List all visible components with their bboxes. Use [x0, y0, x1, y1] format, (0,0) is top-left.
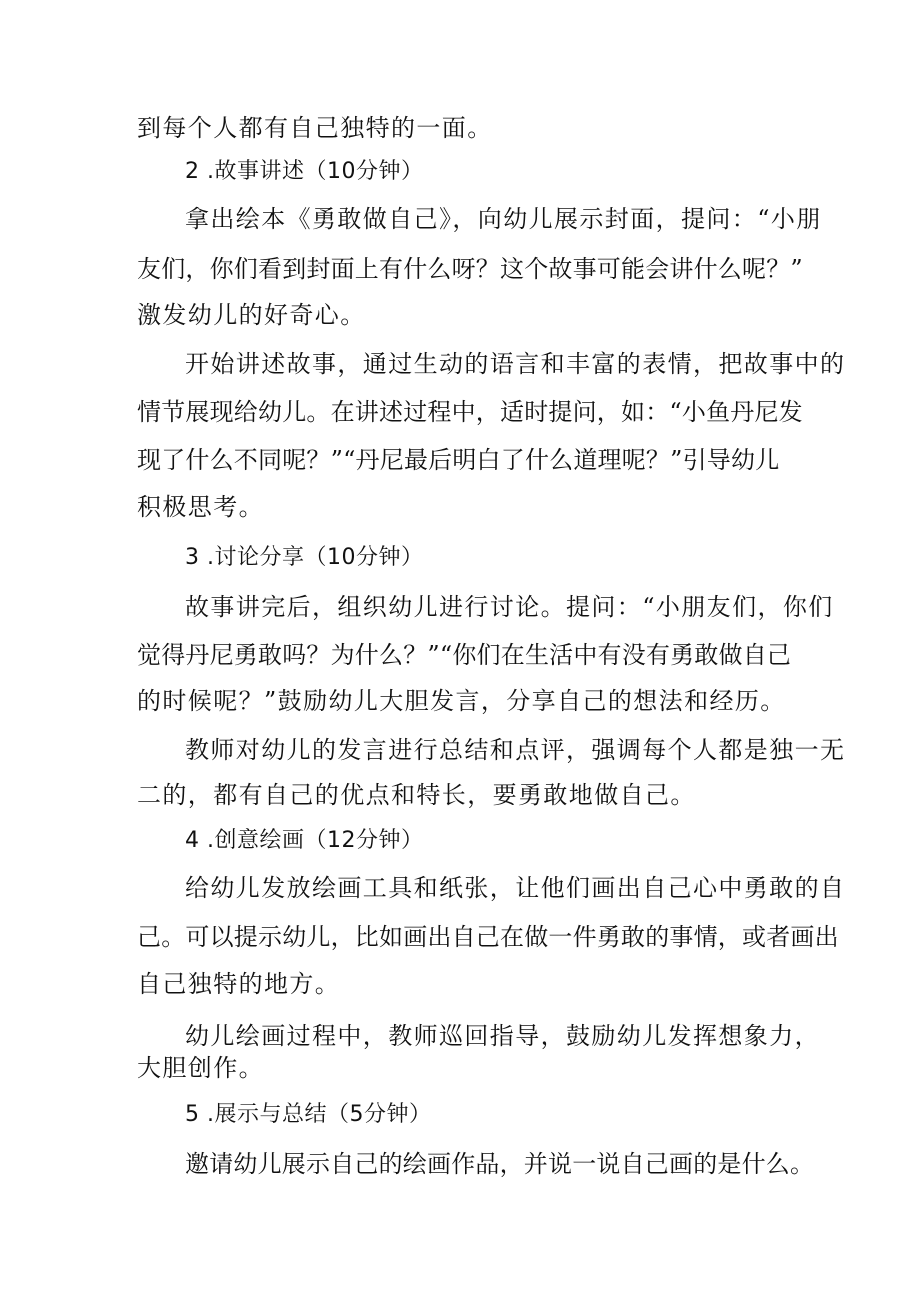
- paragraph-line: 情节展现给幼儿。在讲述过程中，适时提问，如：“小鱼丹尼发: [137, 398, 803, 426]
- section-heading-4: 4 .创意绘画（12分钟）: [185, 828, 424, 853]
- paragraph-line: 故事讲完后，组织幼儿进行讨论。提问：“小朋友们，你们: [185, 593, 834, 621]
- paragraph-line: 二的，都有自己的优点和特长，要勇敢地做自己。: [137, 781, 696, 809]
- section-heading-3: 3 .讨论分享（10分钟）: [185, 545, 424, 570]
- paragraph-line: 邀请幼儿展示自己的绘画作品，并说一说自己画的是什么。: [185, 1150, 815, 1178]
- paragraph-line: 拿出绘本《勇敢做自己》，向幼儿展示封面，提问：“小朋: [185, 205, 822, 233]
- paragraph-line: 的时候呢？”鼓励幼儿大胆发言，分享自己的想法和经历。: [137, 687, 786, 715]
- paragraph-line: 幼儿绘画过程中，教师巡回指导，鼓励幼儿发挥想象力，: [185, 1022, 820, 1050]
- paragraph-line: 给幼儿发放绘画工具和纸张，让他们画出自己心中勇敢的自: [185, 874, 846, 902]
- paragraph-line: 开始讲述故事，通过生动的语言和丰富的表情，把故事中的: [185, 350, 846, 378]
- paragraph-line: 友们，你们看到封面上有什么呀？这个故事可能会讲什么呢？”: [137, 255, 803, 283]
- paragraph-line: 自己独特的地方。: [137, 970, 341, 998]
- paragraph-line: 现了什么不同呢？”“丹尼最后明白了什么道理呢？”引导幼儿: [137, 446, 780, 474]
- paragraph-line: 激发幼儿的好奇心。: [137, 301, 366, 329]
- paragraph-line: 大胆创作。: [137, 1054, 264, 1082]
- paragraph-line: 到每个人都有自己独特的一面。: [137, 114, 493, 142]
- section-heading-2: 2 .故事讲述（10分钟）: [185, 159, 424, 184]
- section-heading-5: 5 .展示与总结（5分钟）: [185, 1102, 432, 1127]
- paragraph-line: 教师对幼儿的发言进行总结和点评，强调每个人都是独一无: [185, 736, 846, 764]
- paragraph-line: 己。可以提示幼儿，比如画出自己在做一件勇敢的事情，或者画出: [137, 923, 839, 951]
- paragraph-line: 积极思考。: [137, 493, 264, 521]
- paragraph-line: 觉得丹尼勇敢吗？为什么？”“你们在生活中有没有勇敢做自己: [137, 641, 792, 669]
